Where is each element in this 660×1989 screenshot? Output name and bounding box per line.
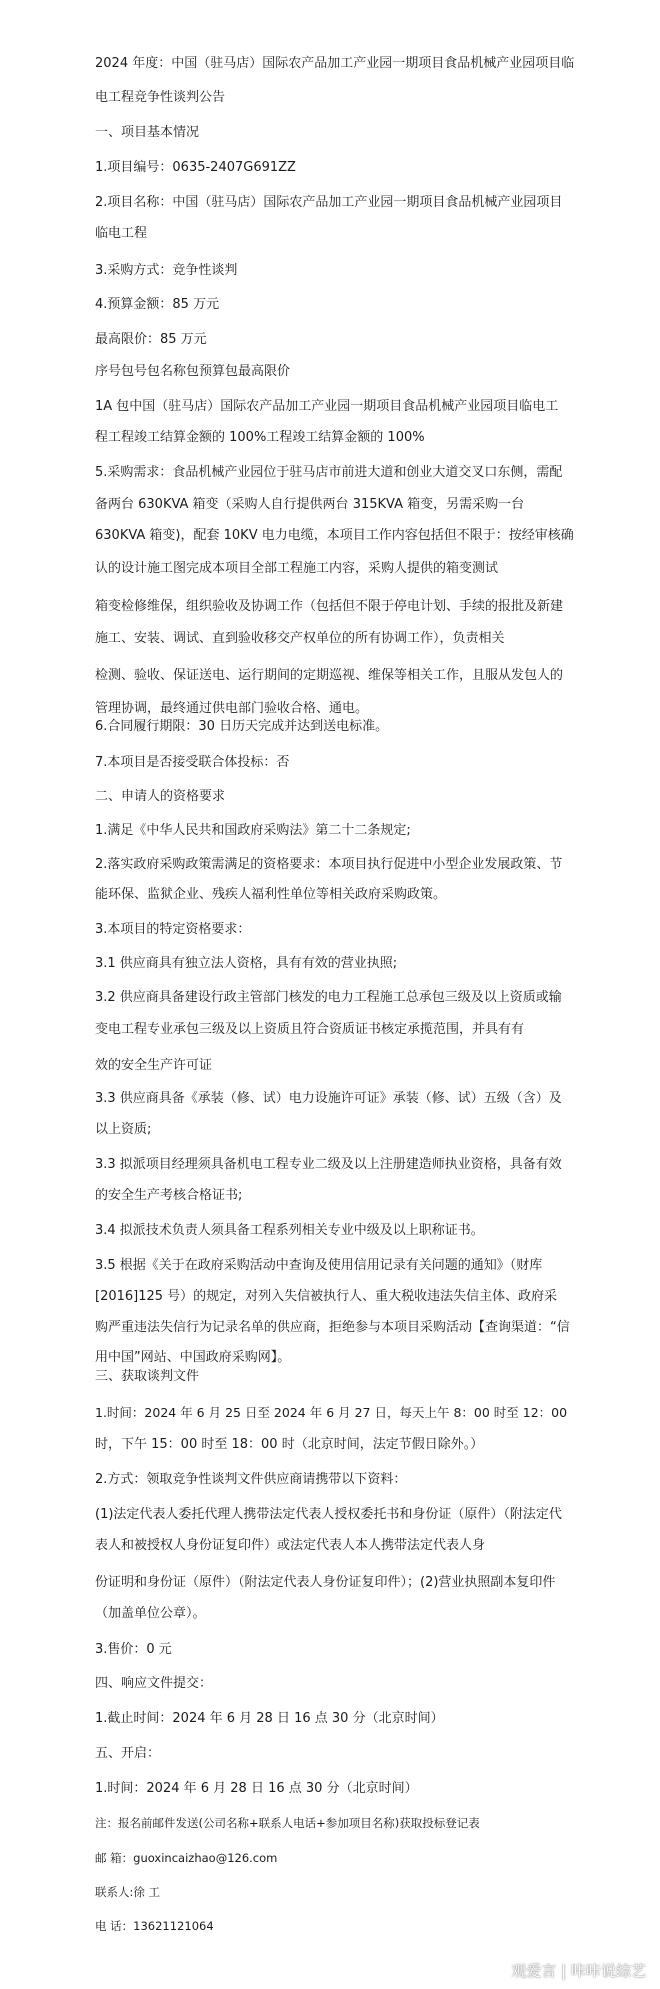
max-price: 最高限价：85 万元 bbox=[95, 332, 207, 347]
project-number: 1.项目编号：0635-2407G691ZZ bbox=[95, 160, 296, 175]
section-heading: 五、开启： bbox=[95, 1746, 161, 1761]
text-line: 3.1 供应商具有独立法人资格，具有有效的营业执照; bbox=[95, 956, 398, 971]
text-line: 表人和被授权人身份证复印件）或法定代表人本人携带法定代表人身 bbox=[95, 1538, 486, 1553]
title-line-2: 电工程竞争性谈判公告 bbox=[95, 90, 226, 105]
text-line: 6.合同履行期限：30 日历天完成并达到送电标准。 bbox=[95, 719, 389, 734]
text-line: 2.项目名称：中国（驻马店）国际农产品加工产业园一期项目食品机械产业园项目 bbox=[95, 195, 563, 210]
text-line: 1.满足《中华人民共和国政府采购法》第二十二条规定; bbox=[95, 823, 411, 838]
note: 注：报名前邮件发送(公司名称+联系人电话+参加项目名称)获取投标登记表 bbox=[95, 1816, 480, 1830]
title-line-1: 2024 年度：中国（驻马店）国际农产品加工产业园一期项目食品机械产业园项目临 bbox=[95, 56, 575, 71]
text-line: 备两台 630KVA 箱变（采购人自行提供两台 315KVA 箱变，另需采购一台 bbox=[95, 497, 525, 512]
section-heading: 四、响应文件提交： bbox=[95, 1676, 213, 1691]
text-line: 能环保、监狱企业、残疾人福利性单位等相关政府采购政策。 bbox=[95, 887, 447, 902]
text-line: 以上资质; bbox=[95, 1122, 152, 1137]
text-line: 变电工程专业承包三级及以上资质且符合资质证书核定承揽范围，并具有有 bbox=[95, 1022, 525, 1037]
deadline: 1.截止时间：2024 年 6 月 28 日 16 点 30 分（北京时间） bbox=[95, 1711, 444, 1726]
text-line: 箱变检修维保，组织验收及协调工作（包括但不限于停电计划、手续的报批及新建 bbox=[95, 599, 564, 614]
package-row: 程工程竣工结算金额的 100%工程竣工结算金额的 100% bbox=[95, 430, 425, 445]
text-line: 3.3 拟派项目经理须具备机电工程专业二级及以上注册建造师执业资格，具备有效 bbox=[95, 1157, 562, 1172]
package-row: 1A 包中国（驻马店）国际农产品加工产业园一期项目食品机械产业园项目临电工 bbox=[95, 399, 559, 414]
section-heading: 三、获取谈判文件 bbox=[95, 1369, 200, 1384]
text-line: 3.5 根据《关于在政府采购活动中查询及使用信用记录有关问题的通知》（财库 bbox=[95, 1258, 543, 1273]
text-line: 管理协调，最终通过供电部门验收合格、通电。 bbox=[95, 701, 369, 716]
text-line: 检测、验收、保证送电、运行期间的定期巡视、维保等相关工作，且服从发包人的 bbox=[95, 668, 564, 683]
text-line: 1.时间：2024 年 6 月 25 日至 2024 年 6 月 27 日，每天上午 8：00 时至 12：00 bbox=[95, 1405, 568, 1420]
text-line: 份证明和身份证（原件）（附法定代表人身份证复印件）；(2)营业执照副本复印件 bbox=[95, 1575, 556, 1590]
opening-time: 1.时间：2024 年 6 月 28 日 16 点 30 分（北京时间） bbox=[95, 1781, 418, 1796]
text-line: 的安全生产考核合格证书; bbox=[95, 1188, 243, 1203]
text-line: [2016]125 号）的规定，对列入失信被执行人、重大税收违法失信主体、政府采 bbox=[95, 1289, 558, 1304]
package-header: 序号包号包名称包预算包最高限价 bbox=[95, 364, 291, 379]
text-line: 3.3 供应商具备《承装（修、试）电力设施许可证》承装（修、试）五级（含）及 bbox=[95, 1091, 562, 1106]
text-line: 时，下午 15：00 时至 18：00 时（北京时间，法定节假日除外。） bbox=[95, 1437, 484, 1452]
text-line: (1)法定代表人委托代理人携带法定代表人授权委托书和身份证（原件）（附法定代 bbox=[95, 1507, 562, 1522]
section-heading: 二、申请人的资格要求 bbox=[95, 789, 226, 804]
section-heading: 一、项目基本情况 bbox=[95, 125, 200, 140]
text-line: 用中国”网站、中国政府采购网】。 bbox=[95, 1350, 291, 1365]
text-line: 3.采购方式：竞争性谈判 bbox=[95, 263, 238, 278]
text-line: 3.2 供应商具备建设行政主管部门核发的电力工程施工总承包三级及以上资质或输 bbox=[95, 990, 562, 1005]
text-line: 施工、安装、调试、直到验收移交产权单位的所有协调工作），负责相关 bbox=[95, 631, 505, 646]
text-line: （加盖单位公章）。 bbox=[95, 1606, 206, 1621]
contact-phone: 电 话：13621121064 bbox=[95, 1919, 214, 1933]
text-line: 3.4 拟派技术负责人须具备工程系列相关专业中级及以上职称证书。 bbox=[95, 1223, 484, 1238]
contact-person: 联系人:徐 工 bbox=[95, 1885, 161, 1899]
text-line: 630KVA 箱变)，配套 10KV 电力电缆，本项目工作内容包括但不限于：按经审核确 bbox=[95, 528, 574, 543]
text-line: 认的设计施工图完成本项目全部工程施工内容，采购人提供的箱变测试 bbox=[95, 561, 499, 576]
source-watermark: 观爱言 | 咔咔说综艺 bbox=[511, 1962, 646, 1980]
text-line: 2.方式：领取竞争性谈判文件供应商请携带以下资料： bbox=[95, 1472, 407, 1487]
contact-email: 邮 箱：guoxincaizhao@126.com bbox=[95, 1851, 278, 1865]
text-line: 7.本项目是否接受联合体投标：否 bbox=[95, 755, 290, 770]
price: 3.售价：0 元 bbox=[95, 1642, 172, 1657]
text-line: 临电工程 bbox=[95, 226, 148, 241]
text-line: 效的安全生产许可证 bbox=[95, 1058, 213, 1073]
text-line: 2.落实政府采购政策需满足的资格要求：本项目执行促进中小型企业发展政策、节 bbox=[95, 857, 563, 872]
text-line: 5.采购需求：食品机械产业园位于驻马店市前进大道和创业大道交叉口东侧，需配 bbox=[95, 465, 563, 480]
text-line: 购严重违法失信行为记录名单的供应商，拒绝参与本项目采购活动【查询渠道：“信 bbox=[95, 1320, 570, 1335]
text-line: 3.本项目的特定资格要求： bbox=[95, 922, 251, 937]
budget-amount: 4.预算金额：85 万元 bbox=[95, 297, 220, 312]
